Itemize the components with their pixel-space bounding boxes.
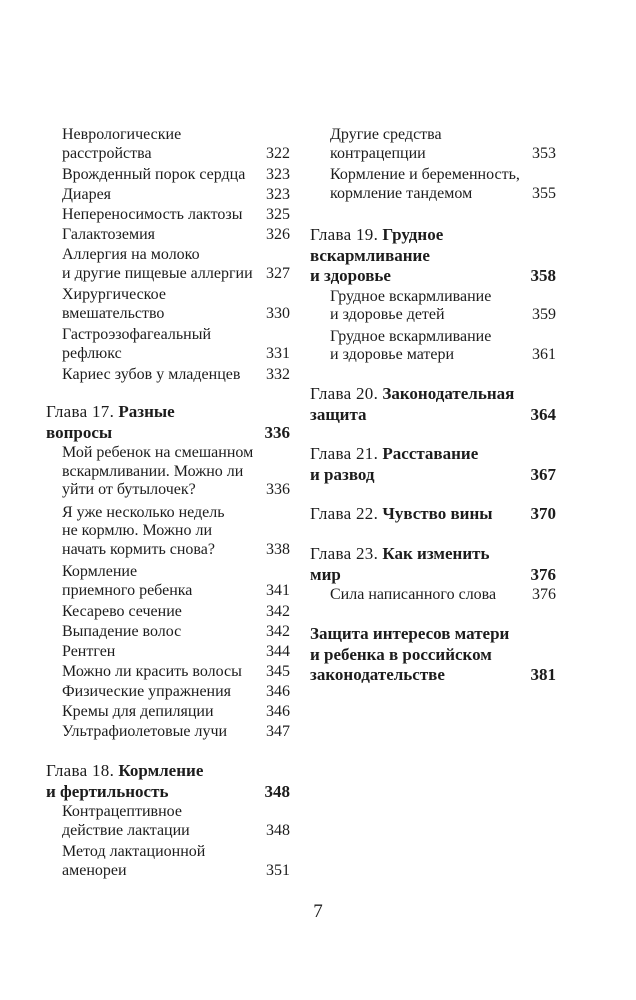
chapter-20-heading (310, 384, 556, 425)
toc-entry-title: Грудное вскармливание и здоровье детей (330, 287, 492, 323)
toc-entry-title: Аллергия на молоко и другие пищевые аллергии (62, 246, 253, 282)
toc-entry (46, 563, 290, 600)
toc-entry (46, 683, 290, 702)
toc-entry-page: 342 (266, 623, 290, 640)
toc-entry-title: Врожденный порок сердца (62, 166, 246, 183)
toc-entry-title: Грудное вскармливание и здоровье матери (330, 327, 492, 363)
chapter-heading-text (310, 504, 556, 525)
toc-entry-page: 359 (532, 306, 556, 323)
toc-entry-page: 351 (266, 861, 290, 879)
chapter-21-section (310, 444, 556, 486)
chapter-title: Чувство вины (382, 504, 493, 523)
chapter-heading-text (46, 402, 290, 443)
toc-entry-page: 338 (266, 540, 290, 558)
toc-entry-title: Гастроэзофагеальный рефлюкс (62, 326, 212, 362)
chapter-22-heading (310, 504, 556, 525)
toc-entry-title: Кесарево сечение (62, 603, 182, 620)
toc-entry-page: 376 (532, 586, 556, 603)
appendix-page: 381 (530, 665, 556, 684)
toc-entry (310, 126, 556, 163)
chapter-22-section (310, 504, 556, 526)
toc-entry-page: 347 (266, 723, 290, 740)
toc-entry-title: Мой ребенок на смешанном вскармливании. Можно ли уйти от бутылочек? (62, 444, 254, 498)
toc-entry-page: 332 (266, 366, 290, 383)
chapter-heading-text (310, 444, 556, 485)
chapter-heading-text (46, 761, 290, 802)
chapter-title: Расставание и развод (310, 444, 479, 484)
toc-entry-page: 322 (266, 144, 290, 162)
chapter-page: 336 (264, 422, 290, 442)
chapter-label: Глава 18. (46, 761, 115, 780)
toc-entry (46, 166, 290, 185)
toc-entry (46, 286, 290, 323)
chapter-page: 364 (530, 404, 556, 424)
toc-entry-title: Диарея (62, 186, 112, 203)
chapter-heading-text (310, 225, 556, 287)
toc-entry (46, 663, 290, 682)
toc-entry (46, 246, 290, 283)
toc-entry-title: Можно ли красить волосы (62, 663, 242, 680)
toc-entry-title: Выпадение волос (62, 623, 182, 640)
toc-entry-page: 336 (266, 481, 290, 498)
toc-entry-title: Кормление и беременность, кормление тандемом (330, 166, 520, 202)
toc-entry-title: Галактоземия (62, 226, 155, 243)
toc-entry-title: Неврологические расстройства (62, 126, 182, 162)
toc-entry-page: 331 (266, 344, 290, 362)
toc-entry-title: Хирургическое вмешательство (62, 286, 166, 322)
toc-entry-page: 345 (266, 663, 290, 680)
toc-left-continuation (46, 126, 290, 386)
chapter-heading-text (310, 544, 556, 585)
toc-entry-page: 342 (266, 603, 290, 620)
chapter-title: Законодательная защита (310, 384, 515, 424)
toc-entry (310, 586, 556, 605)
appendix-section (310, 624, 556, 687)
chapter-title: Как изменить мир (310, 544, 490, 584)
chapter-heading-text (310, 384, 556, 425)
toc-entry-title: Другие средства контрацепции (330, 126, 442, 162)
toc-entry (46, 326, 290, 363)
toc-entry-title: Физические упражнения (62, 683, 232, 700)
toc-entry-page: 346 (266, 703, 290, 720)
chapter-title: Разные вопросы (46, 402, 175, 442)
toc-entry (46, 703, 290, 722)
chapter-page: 367 (530, 464, 556, 484)
chapter-label: Глава 21. (310, 444, 379, 463)
toc-entry (46, 444, 290, 500)
toc-entry-page: 353 (532, 144, 556, 162)
toc-entry (46, 206, 290, 225)
appendix-title: Защита интересов матери и ребенка в российском законодательстве (310, 624, 510, 684)
chapter-label: Глава 23. (310, 544, 379, 563)
chapter-18-heading (46, 761, 290, 802)
toc-entry-title: Кариес зубов у младенцев (62, 366, 241, 383)
toc-entry (46, 366, 290, 385)
appendix-heading-text (310, 624, 556, 686)
chapter-20-section (310, 384, 556, 426)
toc-entry (46, 186, 290, 205)
chapter-label: Глава 22. (310, 504, 379, 523)
toc-entry-page: 344 (266, 643, 290, 660)
toc-entry (310, 328, 556, 365)
toc-entry (46, 803, 290, 840)
chapter-page: 358 (530, 266, 556, 285)
toc-entry (46, 643, 290, 662)
chapter-title: Грудное вскармливание и здоровье (310, 225, 444, 285)
chapter-19-heading (310, 225, 556, 287)
toc-entry-title: Ультрафиолетовые лучи (62, 723, 228, 740)
toc-entry (46, 623, 290, 642)
chapter-17-heading (46, 402, 290, 443)
appendix-heading (310, 624, 556, 686)
toc-entry-title: Рентген (62, 643, 116, 660)
toc-entry-page: 330 (266, 304, 290, 322)
toc-entry-title: Кормление приемного ребенка (62, 563, 193, 599)
toc-entry (46, 504, 290, 560)
toc-entry (310, 166, 556, 203)
toc-right-continuation (310, 126, 556, 206)
toc-entry-title: Контрацептивное действие лактации (62, 803, 190, 839)
toc-entry-title: Я уже несколько недель не кормлю. Можно ли начать кормить снова? (62, 503, 225, 558)
toc-entry-page: 361 (532, 346, 556, 363)
page-number: 7 (313, 901, 323, 922)
chapter-page: 376 (530, 564, 556, 584)
chapter-label: Глава 19. (310, 225, 379, 244)
toc-entry (310, 288, 556, 325)
toc-entry-page: 341 (266, 581, 290, 599)
chapter-23-heading (310, 544, 556, 585)
toc-entry-page: 323 (266, 166, 290, 183)
toc-entry (46, 723, 290, 742)
toc-entry-title: Сила написанного слова (330, 586, 497, 603)
chapter-23-section (310, 544, 556, 606)
toc-entry-title: Кремы для депиляции (62, 703, 214, 720)
toc-entry (46, 603, 290, 622)
toc-entry-page: 327 (266, 264, 290, 282)
chapter-title: Кормление и фертильность (46, 761, 204, 801)
chapter-label: Глава 20. (310, 384, 379, 403)
toc-entry-page: 326 (266, 226, 290, 243)
toc-entry-page: 348 (266, 821, 290, 839)
chapter-17-section (46, 402, 290, 743)
toc-entry-title: Метод лактационной аменореи (62, 843, 206, 879)
toc-entry-page: 323 (266, 186, 290, 203)
toc-entry (46, 126, 290, 163)
toc-entry-page: 355 (532, 184, 556, 202)
chapter-21-heading (310, 444, 556, 485)
toc-entry (46, 226, 290, 245)
chapter-page: 370 (530, 504, 556, 523)
chapter-19-section (310, 225, 556, 368)
toc-entry-page: 325 (266, 206, 290, 223)
chapter-18-section (46, 761, 290, 883)
toc-entry-title: Непереносимость лактозы (62, 206, 243, 223)
toc-entry (46, 843, 290, 880)
chapter-page: 348 (264, 781, 290, 801)
chapter-label: Глава 17. (46, 402, 115, 421)
toc-entry-page: 346 (266, 683, 290, 700)
